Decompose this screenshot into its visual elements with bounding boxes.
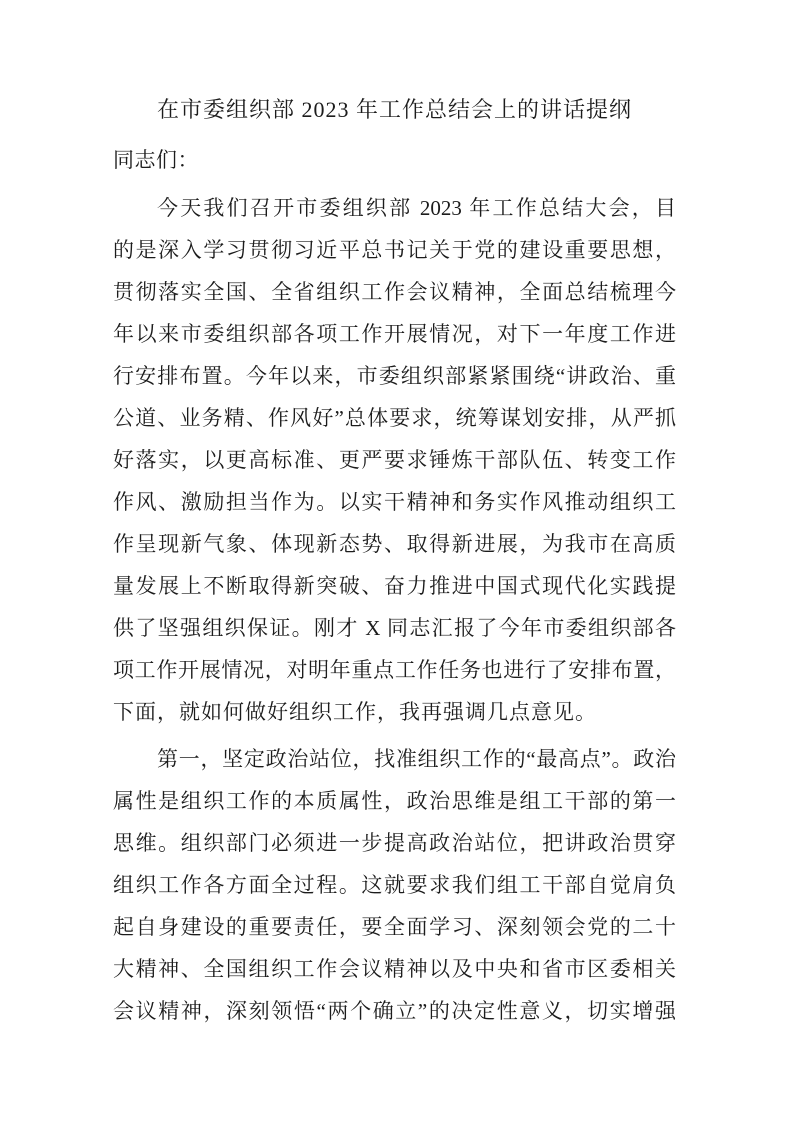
paragraph-1-line-6: 公道、业务精、作风好”总体要求，统筹谋划安排，从严抓 (113, 406, 676, 430)
salutation: 同志们： (113, 148, 199, 172)
paragraph-1-line-11: 供了坚强组织保证。刚才 X 同志汇报了今年市委组织部各 (113, 616, 676, 640)
paragraph-1-line-10: 量发展上不断取得新突破、奋力推进中国式现代化实践提 (113, 574, 676, 598)
paragraph-2-line-5: 起自身建设的重要责任，要全面学习、深刻领会党的二十 (113, 915, 676, 939)
paragraph-1-line-8: 作风、激励担当作为。以实干精神和务实作风推动组织工 (113, 490, 676, 514)
paragraph-2-line-7: 会议精神，深刻领悟“两个确立”的决定性意义，切实增强 (113, 999, 676, 1023)
document-content (113, 89, 676, 1037)
paragraph-2-line-6: 大精神、全国组织工作会议精神以及中央和省市区委相关 (113, 957, 676, 981)
paragraph-1-line-13: 下面，就如何做好组织工作，我再强调几点意见。 (113, 700, 597, 724)
paragraph-1 (113, 187, 676, 733)
paragraph-2-line-3: 思维。组织部门必须进一步提高政治站位，把讲政治贯穿 (113, 831, 676, 855)
paragraph-1-line-2: 的是深入学习贯彻习近平总书记关于党的建设重要思想， (113, 238, 676, 262)
paragraph-1-line-9: 作呈现新气象、体现新态势、取得新进展，为我市在高质 (113, 532, 676, 556)
paragraph-2-line-2: 属性是组织工作的本质属性，政治思维是组工干部的第一 (113, 789, 676, 813)
document-title: 在市委组织部 2023 年工作总结会上的讲话提纲 (156, 97, 632, 122)
paragraph-1-line-12: 项工作开展情况，对明年重点工作任务也进行了安排布置， (113, 658, 676, 682)
paragraph-1-line-5: 行安排布置。今年以来，市委组织部紧紧围绕“讲政治、重 (113, 364, 676, 388)
paragraph-1-line-4: 年以来市委组织部各项工作开展情况，对下一年度工作进 (113, 322, 676, 346)
paragraph-2-line-1: 第一，坚定政治站位，找准组织工作的“最高点”。政治 (157, 747, 676, 771)
paragraph-2 (113, 738, 676, 1032)
paragraph-2-line-4: 组织工作各方面全过程。这就要求我们组工干部自觉肩负 (113, 873, 676, 897)
paragraph-1-line-3: 贯彻落实全国、全省组织工作会议精神，全面总结梳理今 (113, 280, 676, 304)
paragraph-1-line-1: 今天我们召开市委组织部 2023 年工作总结大会，目 (157, 196, 676, 220)
paragraph-1-line-7: 好落实，以更高标准、更严要求锤炼干部队伍、转变工作 (113, 448, 676, 472)
